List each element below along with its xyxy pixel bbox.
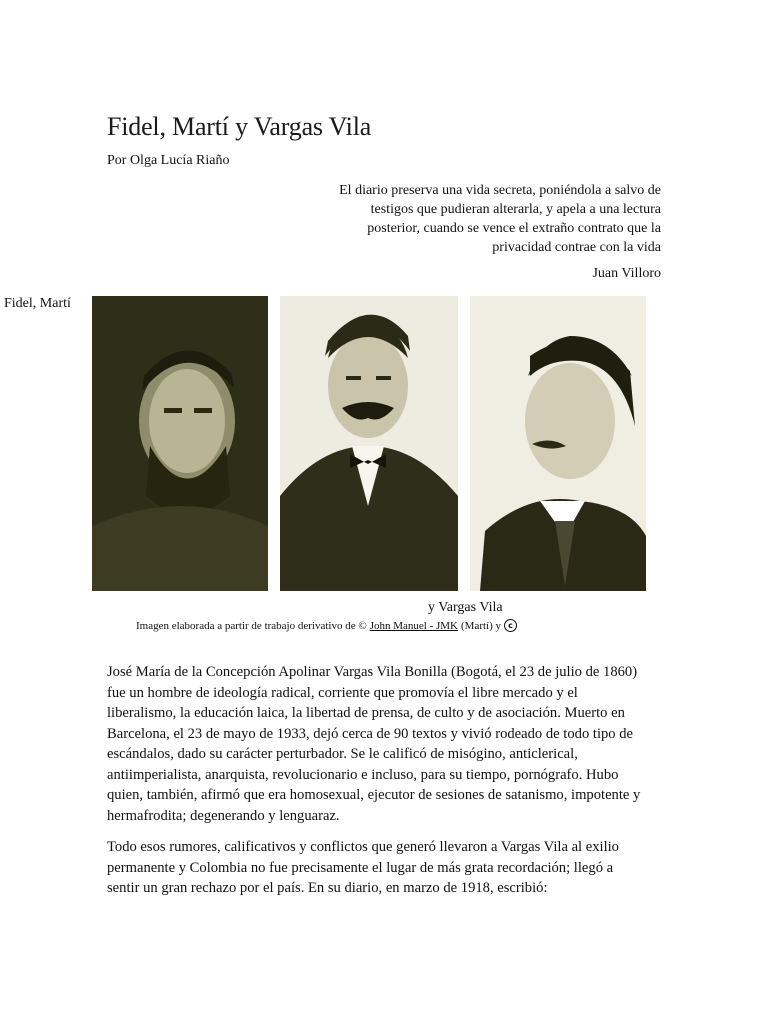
portrait-marti bbox=[280, 296, 458, 591]
paragraph-line: quien, también, afirmó que era homosexual, ejecutor de sesiones de satanismo, impotente y bbox=[107, 787, 641, 803]
article-byline: Por Olga Lucía Riaño bbox=[107, 153, 230, 168]
paragraph-line: antiimperialista, anarquista, revolucionario e incluso, para su tiempo, pornógrafo. Hubo bbox=[107, 766, 619, 783]
epigraph-line: privacidad contrae con la vida bbox=[492, 240, 661, 255]
paragraph-line: José María de la Concepción Apolinar Vargas Vila Bonilla (Bogotá, el 23 de julio de 1860) bbox=[107, 664, 638, 680]
credit-link-jmk[interactable]: John Manuel - JMK bbox=[369, 619, 459, 632]
paragraph-line: permanente y Colombia no fue precisamente el lugar de más grata recordación; llegó a bbox=[107, 859, 614, 876]
epigraph-line: posterior, cuando se vence el extraño contrato que la bbox=[367, 221, 661, 236]
body-paragraph-1 bbox=[107, 662, 662, 826]
paragraph-line: Barcelona, el 23 de mayo de 1933, dejó cerca de 90 textos y vivió rodeado de todo tipo de bbox=[107, 725, 634, 742]
creative-commons-icon[interactable]: c bbox=[504, 619, 517, 632]
paragraph-line: escándalos, dado su carácter perturbador. Se le calificó de misógino, anticlerical, bbox=[107, 746, 578, 762]
portrait-fidel bbox=[92, 296, 268, 591]
article-title: Fidel, Martí y Vargas Vila bbox=[107, 112, 372, 141]
epigraph-author: Juan Villoro bbox=[592, 266, 661, 281]
credit-prefix: Imagen elaborada a partir de trabajo derivativo de © bbox=[136, 619, 367, 632]
paragraph-line: liberalismo, la educación laica, la libertad de prensa, de culto y de asociación. Muerto en bbox=[107, 705, 625, 721]
portraits-image bbox=[92, 296, 646, 591]
epigraph-line: El diario preserva una vida secreta, poniéndola a salvo de bbox=[339, 183, 661, 198]
paragraph-line: Todo esos rumores, calificativos y conflictos que generó llevaron a Vargas Vila al exilio bbox=[107, 839, 619, 855]
image-credit bbox=[136, 619, 517, 632]
paragraph-line: sentir un gran rechazo por el país. En su diario, en marzo de 1918, escribió: bbox=[107, 880, 548, 896]
epigraph bbox=[320, 181, 661, 257]
figure-caption-bottom: y Vargas Vila bbox=[428, 600, 503, 615]
credit-suffix: (Martí) y bbox=[461, 619, 502, 632]
body-paragraph-2 bbox=[107, 837, 662, 899]
portrait-vargas-vila bbox=[470, 296, 646, 591]
paragraph-line: fue un hombre de ideología radical, corriente que promovía el libre mercado y el bbox=[107, 684, 578, 701]
paragraph-line: hermafrodita; degenerando y lenguaraz. bbox=[107, 807, 340, 824]
figure-caption-left: Fidel, Martí bbox=[4, 296, 71, 311]
epigraph-line: testigos que pudieran alterarla, y apela a una lectura bbox=[370, 202, 661, 217]
